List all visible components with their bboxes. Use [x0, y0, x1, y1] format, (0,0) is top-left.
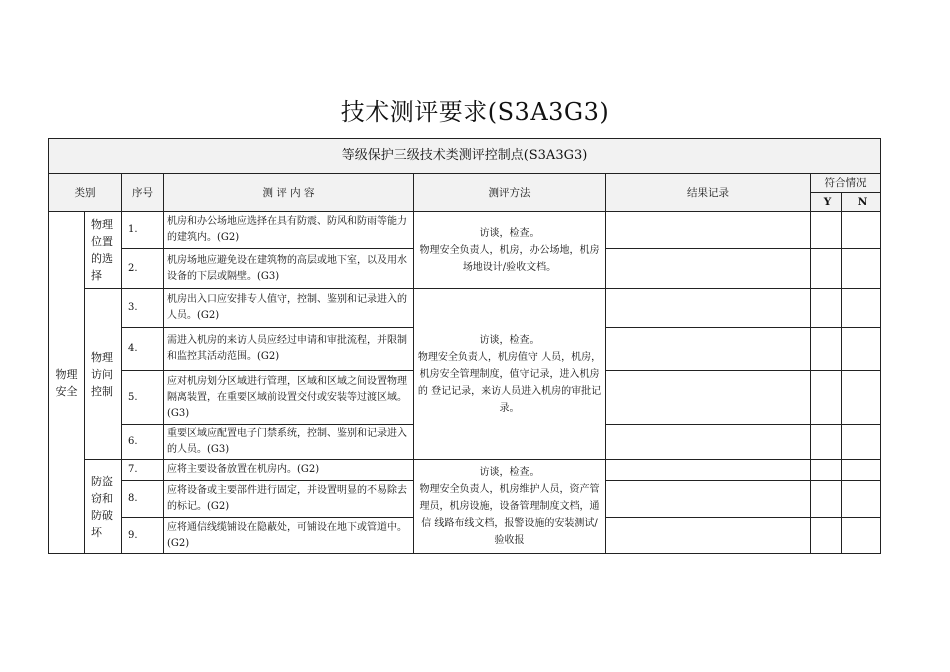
result-cell [606, 328, 811, 371]
result-cell [606, 460, 811, 481]
result-cell [606, 249, 811, 289]
result-cell [606, 481, 811, 518]
row-seq: 4. [122, 328, 164, 371]
row-seq: 2. [122, 249, 164, 289]
header-category: 类别 [49, 174, 122, 212]
category-physical-security: 物理 安全 [49, 212, 85, 554]
result-cell [606, 518, 811, 554]
yes-cell [811, 328, 842, 371]
yes-cell [811, 249, 842, 289]
result-cell [606, 425, 811, 460]
subcategory-anti-theft: 防盗 窃和 防破 坏 [85, 460, 122, 554]
header-conformity: 符合情况 [811, 174, 881, 193]
no-cell [842, 328, 881, 371]
row-seq: 9. [122, 518, 164, 554]
row-seq: 1. [122, 212, 164, 249]
row-content: 应将主要设备放置在机房内。(G2) [164, 460, 414, 481]
row-content: 应将通信线缆铺设在隐蔽处，可铺设在地下或管道中。(G2) [164, 518, 414, 554]
result-cell [606, 371, 811, 425]
yes-cell [811, 425, 842, 460]
page-title: 技术测评要求(S3A3G3) [340, 98, 610, 126]
no-cell [842, 289, 881, 328]
row-content: 重要区域应配置电子门禁系统，控制、鉴别和记录进入的人员。(G3) [164, 425, 414, 460]
no-cell [842, 481, 881, 518]
row-content: 机房和办公场地应选择在具有防震、防风和防雨等能力的建筑内。(G2) [164, 212, 414, 249]
row-content: 应对机房划分区域进行管理，区域和区域之间设置物理隔离装置，在重要区域前设置交付或安装等过渡区域。(G3) [164, 371, 414, 425]
yes-cell [811, 289, 842, 328]
header-method: 测评方法 [414, 174, 606, 212]
row-content: 应将设备或主要部件进行固定，并设置明显的不易除去的标记。(G2) [164, 481, 414, 518]
no-cell [842, 212, 881, 249]
result-cell [606, 289, 811, 328]
row-seq: 6. [122, 425, 164, 460]
row-content: 机房出入口应安排专人值守，控制、鉴别和记录进入的人员。(G2) [164, 289, 414, 328]
yes-cell [811, 212, 842, 249]
header-seq: 序号 [122, 174, 164, 212]
no-cell [842, 518, 881, 554]
subcategory-access-control: 物理 访问 控制 [85, 289, 122, 460]
yes-cell [811, 481, 842, 518]
row-seq: 7. [122, 460, 164, 481]
no-cell [842, 425, 881, 460]
row-seq: 8. [122, 481, 164, 518]
header-result: 结果记录 [606, 174, 811, 212]
method-cell: 访谈，检查。 物理安全负责人，机房值守 人员，机房，机房安全管理制度，值守记录，进入机房的 登记记录，来访人员进入机房的审批记录。 [414, 289, 606, 460]
requirements-table [48, 138, 881, 554]
no-cell [842, 460, 881, 481]
method-cell: 访谈，检查。 物理安全负责人，机房，办公场地，机房场地设计/验收文档。 [414, 212, 606, 289]
method-cell: 访谈，检查。 物理安全负责人，机房维护人员，资产管理员，机房设施，设备管理制度文档，通信 线路布线文档，报警设施的安装测试/验收报 [414, 460, 606, 554]
header-yes: Y [811, 193, 842, 212]
yes-cell [811, 518, 842, 554]
yes-cell [811, 460, 842, 481]
no-cell [842, 249, 881, 289]
row-content: 机房场地应避免设在建筑物的高层或地下室，以及用水设备的下层或隔壁。(G3) [164, 249, 414, 289]
header-no: N [842, 193, 881, 212]
row-content: 需进入机房的来访人员应经过申请和审批流程，并限制和监控其活动范围。(G2) [164, 328, 414, 371]
yes-cell [811, 371, 842, 425]
result-cell [606, 212, 811, 249]
table-caption: 等级保护三级技术类测评控制点(S3A3G3) [49, 139, 881, 174]
row-seq: 5. [122, 371, 164, 425]
subcategory-location: 物理 位置 的选 择 [85, 212, 122, 289]
row-seq: 3. [122, 289, 164, 328]
no-cell [842, 371, 881, 425]
header-content: 测 评 内 容 [164, 174, 414, 212]
